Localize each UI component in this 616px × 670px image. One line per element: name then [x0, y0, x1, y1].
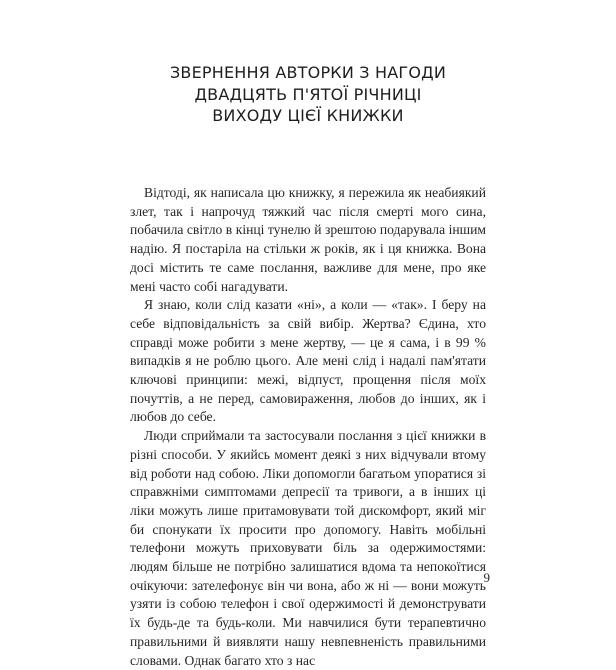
- chapter-title-line: ДВАДЦЯТЬ П'ЯТОЇ РІЧНИЦІ: [194, 84, 422, 104]
- paragraph: Люди сприймали та застосували послання з цієї книжки в різні способи. У якийсь момент деякі з них відчували втому від роботи над собою. Ліки допомогли багатьом упоратися зі справжніми симптомами депресії та тривоги, а в інших ці ліки можуть лише притамовувати той дискомфорт, який міг би спонукати їх просити про допомогу. Навіть мобільні телефони можуть приховувати біль за одержимостями: людям більше не потрібно залишатися вдома та непокоїтися очікуючи: зателефонує він чи вона, або ж ні — вони можуть узяти із собою телефон і свої одержимості й демонструвати їх будь-де та будь-коли. Ми навчилися бути терапевтично правильними й виявляти нашу невпевненість правильними словами. Однак багато хто з нас: [130, 428, 486, 668]
- body-text: [130, 184, 486, 670]
- paragraph: Я знаю, коли слід казати «ні», а коли — «так». І беру на себе відповідальність за свій вибір. Жертва? Єдина, хто справді може робити з мене жертву, — це я сама, і в 99 % випадків я не роблю цього. Але мені слід і надалі пам'ятати ключові принципи: межі, відпуст, прощення після моїх почуттів, а не перед, самовираження, любов до інших, як і любов до себе.: [130, 297, 486, 425]
- chapter-title: [120, 62, 496, 127]
- paragraph: Відтоді, як написала цю книжку, я пережила як неабиякий злет, так і напрочуд тяжкий час після смерті мого сина, побачила світло в кінці тунелю й зрештою подарувала іншим надію. Я постаріла на стільки ж років, як і ця книжка. Вона досі містить те саме послання, важливе для мене, про яке мені часто собі нагадувати.: [130, 185, 486, 294]
- chapter-title-line: ВИХОДУ ЦІЄЇ КНИЖКИ: [212, 106, 404, 125]
- chapter-title-line: ЗВЕРНЕННЯ АВТОРКИ З НАГОДИ: [169, 63, 447, 82]
- page-number: 9: [483, 570, 490, 585]
